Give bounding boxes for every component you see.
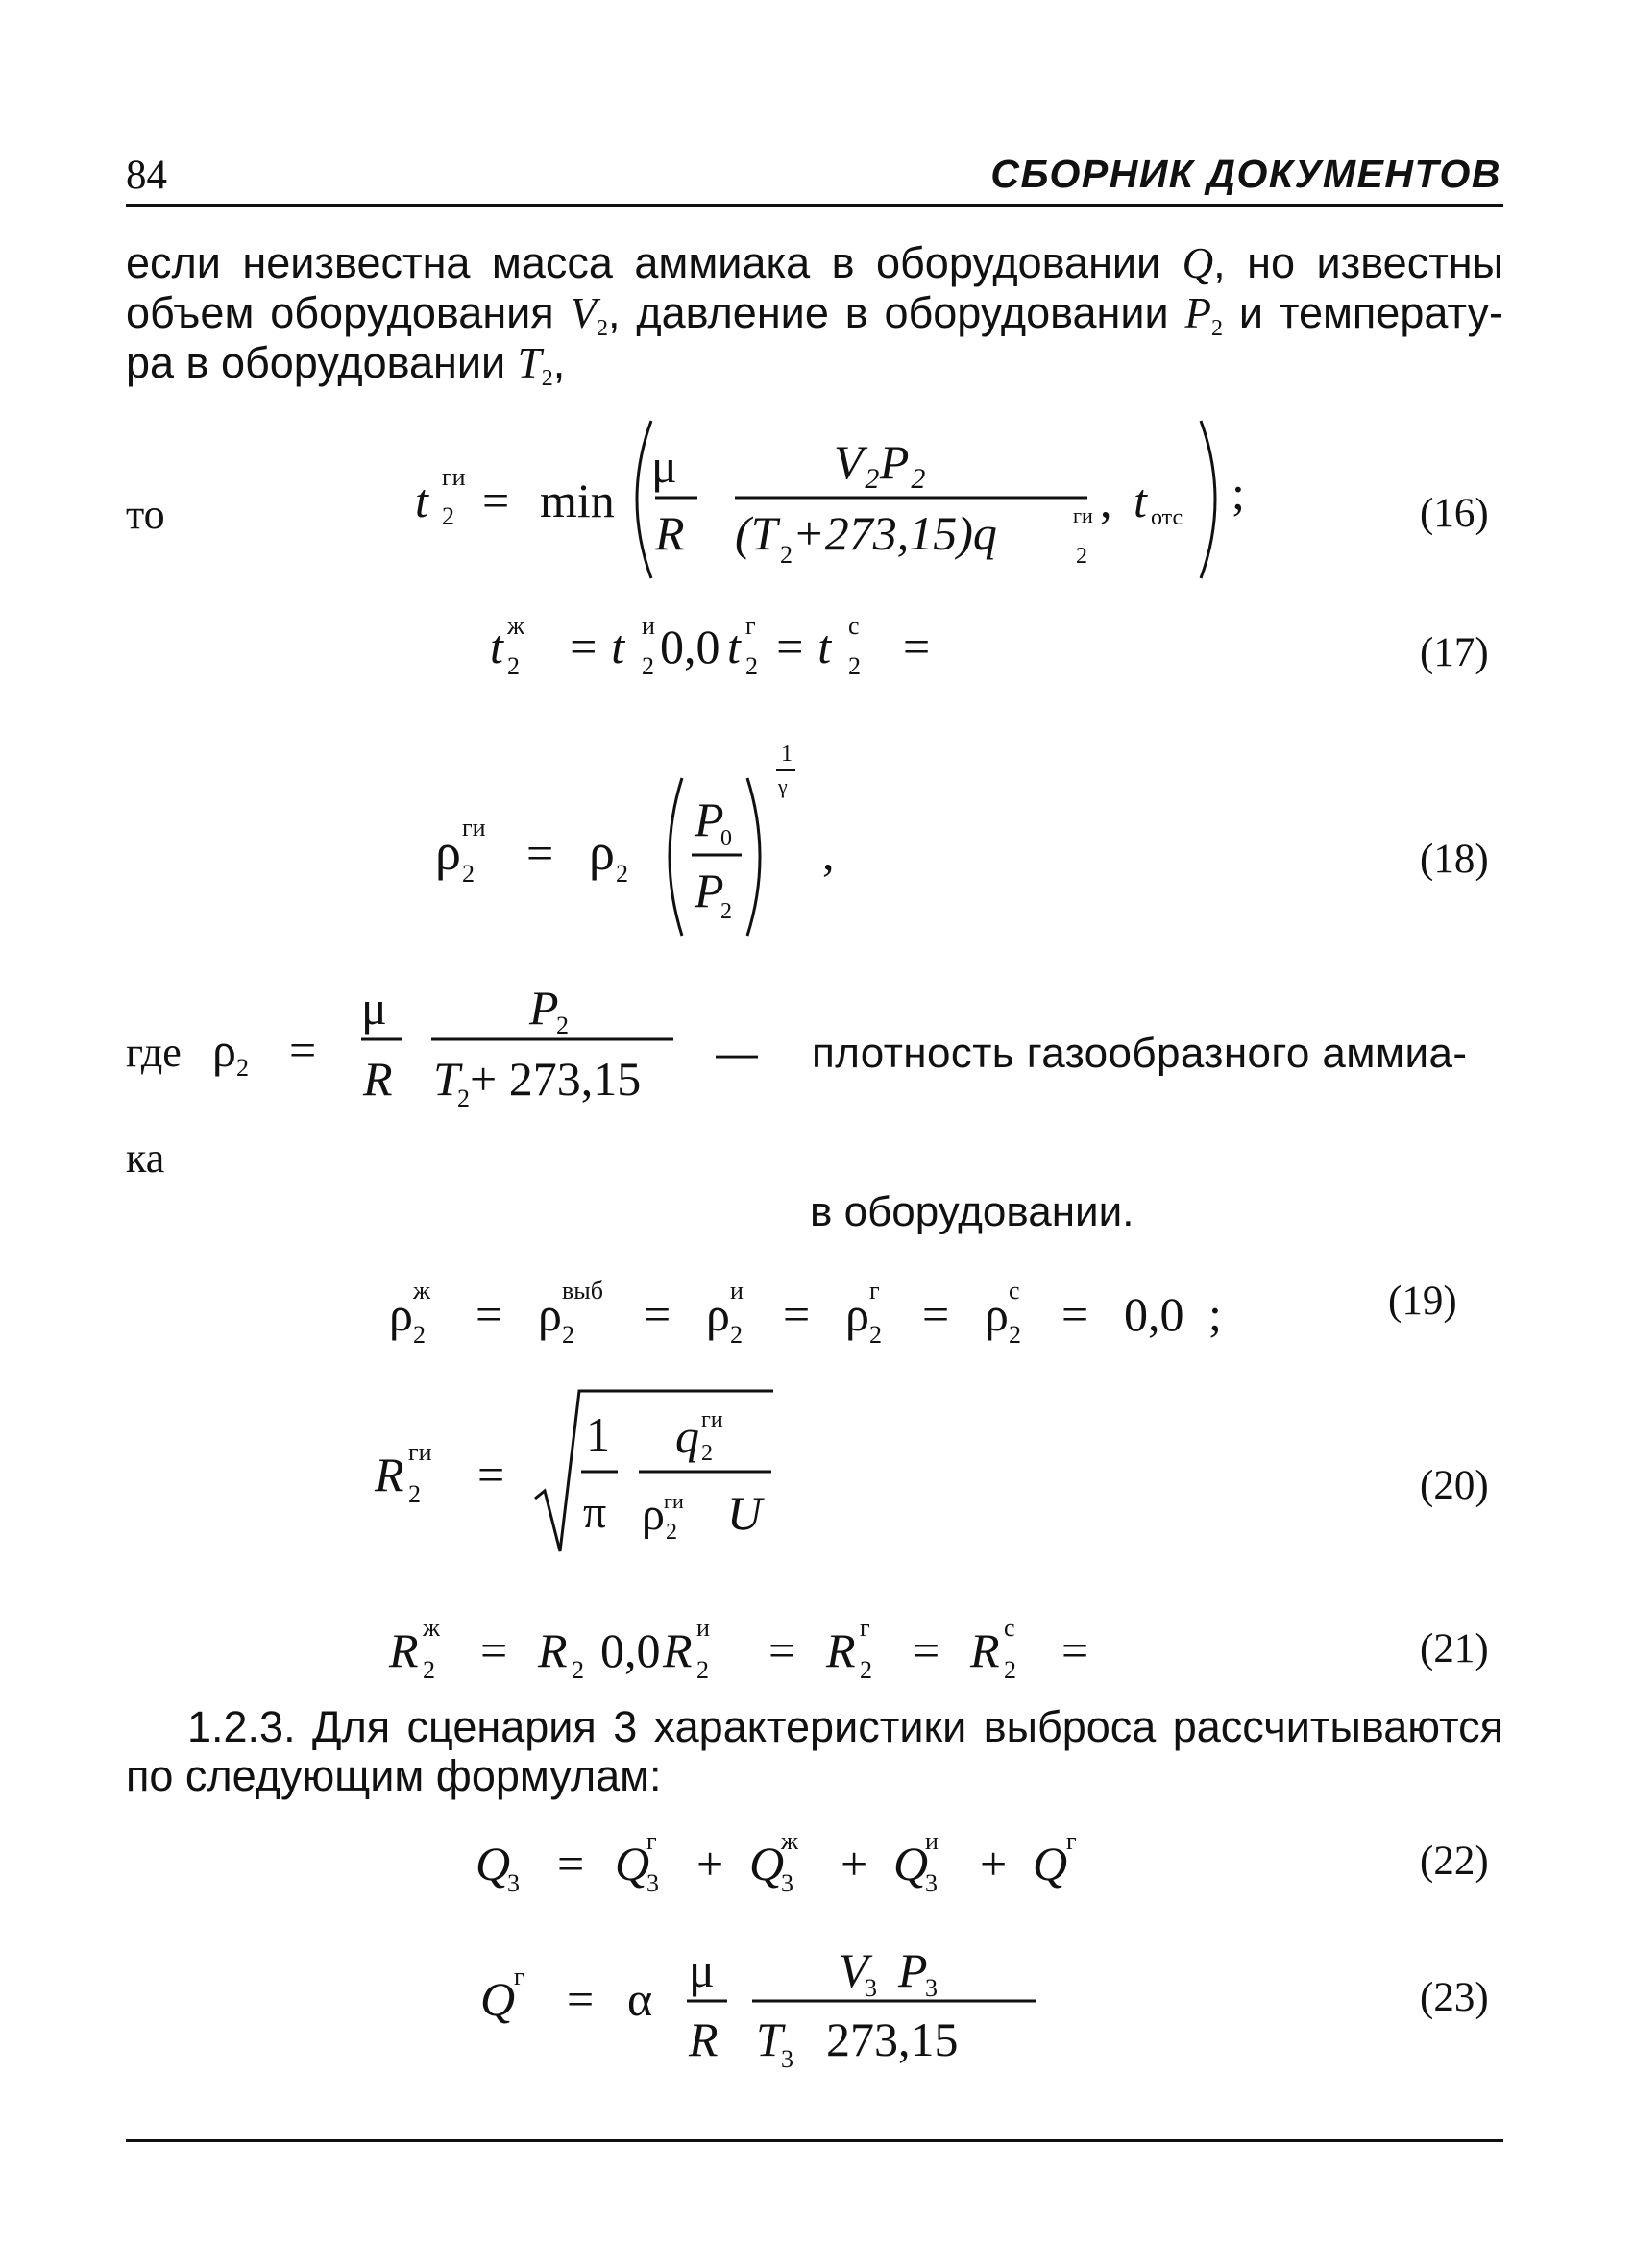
var-P2: $P_2$ [1184, 289, 1224, 341]
intro-text: , [552, 338, 566, 387]
formula-17 [485, 605, 1023, 692]
f16-lhs-sup: ги [442, 463, 466, 491]
f16-R: R [655, 506, 685, 560]
f17-t1: t [490, 620, 503, 673]
formula-16 [403, 403, 1268, 596]
f17-sup-s: с [848, 612, 860, 640]
intro-line-3 [126, 338, 1503, 391]
where-text-3: в оборудовании. [810, 1188, 1134, 1235]
f20-eq: = [477, 1448, 505, 1501]
f21-sub5: 2 [1004, 1656, 1016, 1684]
f16-right-paren [1201, 421, 1215, 578]
f22-sup-zh: ж [781, 1827, 798, 1855]
f21-R2: R [538, 1623, 568, 1677]
f21-sup-s: с [1004, 1614, 1015, 1642]
f16-comma: , [1100, 474, 1112, 527]
f17-sup-g: г [745, 612, 756, 640]
intro-paragraph [126, 238, 1503, 391]
f23-P: P [898, 1943, 928, 1997]
f18-P2: P [695, 864, 724, 917]
f18-P0-sub: 0 [720, 826, 732, 851]
f22-sub4: 3 [925, 1869, 938, 1897]
intro-text: ра в оборудовании [126, 338, 518, 387]
equation-number-17: (17) [1420, 630, 1489, 675]
f18-P0: P [695, 793, 724, 846]
f20-one: 1 [586, 1407, 610, 1461]
f18-comma: , [822, 826, 835, 880]
intro-line-2 [126, 288, 1503, 341]
f20-sub: 2 [408, 1480, 421, 1508]
f22-Q2: Q [615, 1837, 650, 1890]
where-den-sub: 2 [457, 1085, 470, 1112]
f19-rho1: ρ [389, 1287, 413, 1341]
f22-sub3: 3 [781, 1869, 793, 1897]
where-num-sub: 2 [556, 1012, 569, 1039]
f18-sub: 2 [462, 860, 475, 888]
f22-sup-i: и [925, 1827, 939, 1855]
f19-rho4: ρ [845, 1287, 869, 1341]
where-mu: μ [361, 981, 387, 1035]
where-den-a: T [433, 1052, 460, 1106]
f23-P-sub: 3 [925, 1974, 938, 2002]
formula-23 [476, 1931, 1052, 2085]
f16-semicolon: ; [1232, 466, 1245, 520]
f22-Q3: Q [749, 1837, 785, 1890]
page-number: 84 [126, 153, 167, 198]
f19-eq1: = [476, 1287, 503, 1341]
equation-number-18: (18) [1420, 837, 1489, 882]
f20-q: q [675, 1409, 699, 1463]
f18-rho: ρ [435, 823, 461, 881]
f22-eq: = [557, 1837, 585, 1890]
f20-rho-sub: 2 [666, 1520, 677, 1545]
f17-mid: = t [567, 620, 625, 673]
f23-eq: = [567, 1972, 595, 2026]
f21-sub4: 2 [860, 1656, 872, 1684]
where-text-1: плотность газообразного аммиа- [812, 1030, 1468, 1077]
where-eq: = [289, 1023, 317, 1077]
f17-end: = [903, 620, 931, 673]
f17-sup-i: и [642, 612, 655, 640]
f18-right-paren [747, 778, 760, 936]
f19-s5: 2 [1009, 1321, 1021, 1349]
f23-sup: г [514, 1963, 524, 1990]
f16-mu: μ [651, 439, 677, 493]
where-sub: 2 [236, 1054, 249, 1082]
f18-rho2: ρ [589, 823, 615, 881]
equation-number-19: (19) [1388, 1279, 1457, 1324]
f18-P2-sub: 2 [720, 899, 732, 924]
equation-number-20: (20) [1420, 1463, 1489, 1508]
f21-sub3: 2 [696, 1656, 709, 1684]
f22-Q4: Q [893, 1837, 929, 1890]
f22-plus2: + [841, 1837, 868, 1890]
formula-22 [471, 1817, 1162, 1914]
equation-number-22: (22) [1420, 1839, 1489, 1884]
f16-left-paren [637, 421, 651, 578]
f17-sub1: 2 [507, 652, 520, 680]
intro-text: объем оборудования [126, 288, 571, 337]
f20-q-sup: ги [701, 1407, 723, 1432]
f19-sup1: ж [413, 1277, 430, 1305]
formula-16-lead: то [126, 491, 165, 538]
section-paragraph [126, 1702, 1503, 1800]
f22-Q5: Q [1033, 1837, 1068, 1890]
f20-rho-sup: ги [664, 1489, 684, 1513]
f22-Q1: Q [476, 1837, 511, 1890]
equation-number-23: (23) [1420, 1975, 1489, 2020]
f19-rho2: ρ [538, 1287, 562, 1341]
f18-exp-den: γ [778, 774, 788, 798]
formula-18 [430, 730, 872, 951]
f19-sup3: и [730, 1277, 744, 1305]
f21-eq1: = [480, 1623, 508, 1677]
section-line-1: 1.2.3. Для сценария 3 характеристики выброса рассчитываются [187, 1702, 1503, 1751]
f19-semicolon: ; [1208, 1287, 1222, 1341]
intro-text: и температу- [1223, 288, 1503, 337]
f23-den-rest: 273,15 [826, 2012, 959, 2066]
f16-den-b: +273,15)q [793, 506, 997, 560]
f17-garble: 0,0 [660, 620, 720, 673]
f16-den-sub2: 2 [1076, 544, 1087, 569]
f19-sup2: выб [562, 1277, 603, 1305]
f16-lhs-sub: 2 [442, 502, 454, 530]
f21-eq3: = [913, 1623, 940, 1677]
f22-sup-g1: г [646, 1827, 657, 1855]
f22-sub2: 3 [646, 1869, 659, 1897]
f17-sup-zh: ж [507, 612, 524, 640]
f16-den-a: (T [735, 506, 778, 560]
f19-eq3: = [783, 1287, 811, 1341]
f19-eq2: = [644, 1287, 671, 1341]
f20-pi: π [583, 1487, 607, 1538]
f21-sup-i: и [696, 1614, 710, 1642]
f17-sub4: 2 [848, 652, 861, 680]
intro-line-1 [126, 238, 1503, 288]
f21-R3: R [663, 1623, 693, 1677]
where-R: R [363, 1052, 393, 1106]
f22-sub1: 3 [507, 1869, 520, 1897]
f20-R: R [375, 1448, 404, 1501]
f16-t-otc: t [1134, 474, 1147, 527]
f19-s1: 2 [413, 1321, 426, 1349]
where-rho: ρ [212, 1023, 236, 1077]
where-lead: где [126, 1029, 182, 1076]
equation-number-16: (16) [1420, 491, 1489, 536]
f16-den-sub: 2 [780, 541, 793, 569]
f23-T: T [756, 2012, 783, 2066]
f16-num: V₂P₂ [834, 435, 926, 489]
f19-eq5: = [1061, 1287, 1089, 1341]
f18-exp-num: 1 [781, 742, 793, 767]
f18-sub2: 2 [616, 860, 628, 888]
f18-sup: ги [462, 814, 486, 841]
f20-q-sub: 2 [701, 1441, 713, 1466]
var-V2: $V_2$ [570, 289, 609, 341]
formula-21 [384, 1604, 1114, 1700]
where-den-b: + 273,15 [470, 1052, 642, 1106]
var-Q: Q [1182, 239, 1214, 287]
f21-sup-g: г [860, 1614, 870, 1642]
f21-sup-zh: ж [423, 1614, 440, 1642]
f21-eq2: = [768, 1623, 796, 1677]
intro-text: , давление в оборудовании [608, 288, 1185, 337]
f21-sub2: 2 [572, 1656, 584, 1684]
f22-sup-g2: г [1066, 1827, 1077, 1855]
formula-20 [370, 1383, 812, 1566]
formula-19 [384, 1258, 1249, 1364]
section-line-2: по следующим формулам: [126, 1751, 662, 1800]
f23-Q: Q [480, 1972, 516, 2026]
footer-rule [126, 2139, 1503, 2142]
where-num: P [529, 981, 559, 1035]
f19-value: 0,0 [1124, 1287, 1184, 1341]
f19-rho5: ρ [985, 1287, 1009, 1341]
f20-sup: ги [408, 1438, 432, 1466]
f19-sup4: г [869, 1277, 880, 1305]
f23-alpha: α [627, 1972, 653, 2026]
f22-plus1: + [696, 1837, 724, 1890]
f21-sub1: 2 [423, 1656, 435, 1684]
f19-rho3: ρ [706, 1287, 730, 1341]
f16-den-sup2: ги [1073, 503, 1093, 527]
f19-s4: 2 [869, 1321, 882, 1349]
f19-s3: 2 [730, 1321, 743, 1349]
intro-text: , но известны [1213, 238, 1503, 287]
f21-R1: R [389, 1623, 419, 1677]
equation-number-21: (21) [1420, 1626, 1489, 1671]
f23-T-sub: 3 [781, 2045, 793, 2073]
f23-R: R [689, 2012, 719, 2066]
f20-rho: ρ [642, 1489, 665, 1540]
f18-left-paren [670, 778, 682, 936]
f22-plus3: + [980, 1837, 1008, 1890]
f21-eq4: = [1061, 1623, 1089, 1677]
f17-rest: = t [773, 620, 832, 673]
running-title: СБОРНИК ДОКУМЕНТОВ [990, 152, 1501, 196]
f16-t-otc-sub: отс [1151, 505, 1183, 530]
where-dash: — [716, 1030, 758, 1077]
f16-lhs: t [415, 474, 428, 527]
f21-garble: 0,0 [600, 1623, 661, 1677]
f16-min: min [540, 474, 615, 527]
header-rule [126, 204, 1503, 207]
f23-mu: μ [689, 1943, 715, 1997]
f23-V: V [839, 1943, 868, 1997]
f17-sub3: 2 [745, 652, 758, 680]
f16-eq: = [482, 474, 510, 527]
intro-text: если неизвестна масса аммиака в оборудовании [126, 238, 1183, 287]
var-T2: $T_2$ [517, 339, 553, 391]
f17-tg: t [727, 620, 741, 673]
f21-R5: R [970, 1623, 1000, 1677]
f23-V-sub: 3 [865, 1974, 877, 2002]
f21-R4: R [826, 1623, 856, 1677]
f19-eq4: = [922, 1287, 950, 1341]
f18-eq: = [526, 826, 554, 880]
where-definition [126, 970, 702, 1124]
f19-sup5: с [1009, 1277, 1020, 1305]
f20-U: U [727, 1486, 763, 1540]
f17-sub2: 2 [642, 652, 654, 680]
where-text-2: ка [126, 1134, 165, 1182]
f19-s2: 2 [562, 1321, 574, 1349]
